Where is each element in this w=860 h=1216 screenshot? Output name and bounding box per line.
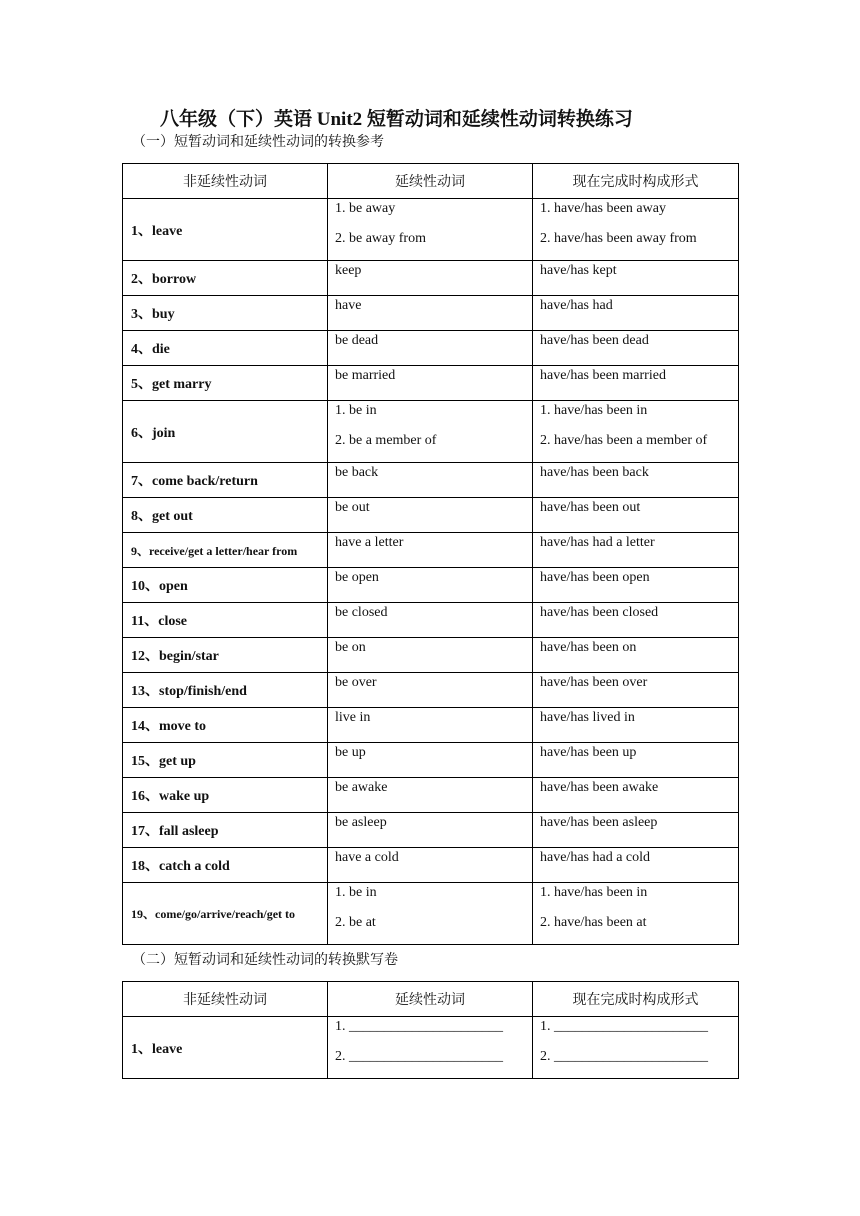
- durative-cell: [328, 401, 533, 463]
- durative-cell: [328, 568, 533, 603]
- table-row: [123, 848, 739, 883]
- perfect-line: 1. have/has been away: [540, 201, 666, 216]
- header-perfect: 现在完成时构成形式: [533, 164, 739, 199]
- durative-line: 1. be away: [335, 201, 396, 216]
- durative-cell: [328, 883, 533, 945]
- durative-line: 2. be away from: [335, 231, 426, 246]
- perfect-cell: [533, 296, 739, 331]
- nondurative-verb-cell: 16、wake up: [123, 778, 328, 813]
- nondurative-verb-cell: 1、leave: [123, 199, 328, 261]
- perfect-line: have/has had: [540, 298, 613, 313]
- nondurative-verb-cell: 14、move to: [123, 708, 328, 743]
- perfect-cell: [533, 603, 739, 638]
- durative-line: be on: [335, 640, 366, 655]
- table-row: [123, 331, 739, 366]
- header-perfect: 现在完成时构成形式: [533, 982, 739, 1017]
- table-row: [123, 199, 739, 261]
- perfect-cell: [533, 331, 739, 366]
- perfect-line: have/has been back: [540, 465, 649, 480]
- nondurative-verb-cell: 13、stop/finish/end: [123, 673, 328, 708]
- perfect-line: have/has kept: [540, 263, 617, 278]
- table-row: [123, 778, 739, 813]
- durative-cell: [328, 673, 533, 708]
- durative-line: have a cold: [335, 850, 399, 865]
- nondurative-verb-cell: 15、get up: [123, 743, 328, 778]
- durative-line: 1. ______________________: [335, 1019, 503, 1034]
- table-row: [123, 638, 739, 673]
- durative-line: 2. be a member of: [335, 433, 437, 448]
- durative-cell: [328, 296, 533, 331]
- nondurative-verb-cell: 2、borrow: [123, 261, 328, 296]
- nondurative-verb-cell: 5、get marry: [123, 366, 328, 401]
- nondurative-verb-cell: 6、join: [123, 401, 328, 463]
- durative-cell: [328, 1017, 533, 1079]
- reference-table: [122, 163, 739, 945]
- dictation-table: [122, 981, 739, 1079]
- perfect-line: have/has had a cold: [540, 850, 651, 865]
- perfect-line: have/has been dead: [540, 333, 649, 348]
- durative-line: 1. be in: [335, 885, 377, 900]
- perfect-cell: [533, 366, 739, 401]
- table-row: [123, 261, 739, 296]
- durative-line: live in: [335, 710, 371, 725]
- table-row: [123, 673, 739, 708]
- nondurative-verb-cell: 11、close: [123, 603, 328, 638]
- perfect-cell: [533, 813, 739, 848]
- perfect-cell: [533, 498, 739, 533]
- table-header-row: [123, 164, 739, 199]
- perfect-line: have/has lived in: [540, 710, 635, 725]
- durative-line: 2. ______________________: [335, 1049, 503, 1064]
- durative-line: be back: [335, 465, 379, 480]
- nondurative-verb-cell: 19、come/go/arrive/reach/get to: [123, 883, 328, 945]
- nondurative-verb-cell: 4、die: [123, 331, 328, 366]
- durative-line: be open: [335, 570, 379, 585]
- perfect-cell: [533, 638, 739, 673]
- table-row: [123, 401, 739, 463]
- durative-line: be asleep: [335, 815, 387, 830]
- durative-cell: [328, 708, 533, 743]
- header-nondurative: 非延续性动词: [123, 982, 328, 1017]
- perfect-cell: [533, 708, 739, 743]
- table-row: [123, 296, 739, 331]
- durative-line: be dead: [335, 333, 379, 348]
- table-row: [123, 533, 739, 568]
- table-row: [123, 568, 739, 603]
- perfect-line: have/has been on: [540, 640, 637, 655]
- table-row: [123, 813, 739, 848]
- perfect-line: 2. ______________________: [540, 1049, 708, 1064]
- table-row: [123, 603, 739, 638]
- perfect-line: have/has been married: [540, 368, 666, 383]
- table-row: [123, 463, 739, 498]
- page-title: 八年级（下）英语 Unit2 短暂动词和延续性动词转换练习: [160, 109, 633, 130]
- durative-cell: [328, 743, 533, 778]
- nondurative-verb-cell: 9、receive/get a letter/hear from: [123, 533, 328, 568]
- perfect-line: 1. have/has been in: [540, 403, 648, 418]
- perfect-line: have/has been over: [540, 675, 648, 690]
- nondurative-verb-cell: 12、begin/star: [123, 638, 328, 673]
- perfect-line: have/has been open: [540, 570, 650, 585]
- perfect-line: have/has been out: [540, 500, 641, 515]
- durative-line: be awake: [335, 780, 388, 795]
- durative-line: keep: [335, 263, 362, 278]
- durative-cell: [328, 366, 533, 401]
- durative-line: be over: [335, 675, 377, 690]
- durative-line: 2. be at: [335, 915, 376, 930]
- table-row: [123, 1017, 739, 1079]
- durative-cell: [328, 603, 533, 638]
- table-row: [123, 883, 739, 945]
- header-durative: 延续性动词: [328, 164, 533, 199]
- durative-cell: [328, 813, 533, 848]
- table-row: [123, 366, 739, 401]
- nondurative-verb-cell: 1、leave: [123, 1017, 328, 1079]
- perfect-cell: [533, 533, 739, 568]
- perfect-line: 2. have/has been a member of: [540, 433, 708, 448]
- durative-line: have: [335, 298, 362, 313]
- durative-line: 1. be in: [335, 403, 377, 418]
- nondurative-verb-cell: 3、buy: [123, 296, 328, 331]
- durative-line: have a letter: [335, 535, 404, 550]
- perfect-line: have/has been asleep: [540, 815, 658, 830]
- perfect-cell: [533, 199, 739, 261]
- nondurative-verb-cell: 8、get out: [123, 498, 328, 533]
- perfect-line: have/has been up: [540, 745, 637, 760]
- table-row: [123, 708, 739, 743]
- durative-line: be out: [335, 500, 370, 515]
- durative-line: be closed: [335, 605, 388, 620]
- perfect-cell: [533, 883, 739, 945]
- section-heading-reference: （一）短暂动词和延续性动词的转换参考: [132, 135, 384, 150]
- nondurative-verb-cell: 10、open: [123, 568, 328, 603]
- table-row: [123, 743, 739, 778]
- perfect-line: 1. have/has been in: [540, 885, 648, 900]
- table-header-row: [123, 982, 739, 1017]
- durative-cell: [328, 533, 533, 568]
- perfect-cell: [533, 743, 739, 778]
- table-row: [123, 498, 739, 533]
- durative-cell: [328, 498, 533, 533]
- perfect-cell: [533, 778, 739, 813]
- header-nondurative: 非延续性动词: [123, 164, 328, 199]
- perfect-cell: [533, 261, 739, 296]
- durative-cell: [328, 778, 533, 813]
- perfect-line: 2. have/has been at: [540, 915, 647, 930]
- durative-cell: [328, 261, 533, 296]
- durative-cell: [328, 199, 533, 261]
- perfect-line: 1. ______________________: [540, 1019, 708, 1034]
- nondurative-verb-cell: 18、catch a cold: [123, 848, 328, 883]
- header-durative: 延续性动词: [328, 982, 533, 1017]
- durative-cell: [328, 331, 533, 366]
- durative-cell: [328, 463, 533, 498]
- durative-line: be married: [335, 368, 396, 383]
- perfect-line: have/has been closed: [540, 605, 659, 620]
- section-heading-dictation: （二）短暂动词和延续性动词的转换默写卷: [132, 953, 398, 968]
- perfect-line: have/has had a letter: [540, 535, 655, 550]
- perfect-cell: [533, 568, 739, 603]
- nondurative-verb-cell: 17、fall asleep: [123, 813, 328, 848]
- perfect-line: 2. have/has been away from: [540, 231, 697, 246]
- perfect-cell: [533, 401, 739, 463]
- durative-cell: [328, 638, 533, 673]
- perfect-cell: [533, 463, 739, 498]
- perfect-cell: [533, 673, 739, 708]
- perfect-cell: [533, 848, 739, 883]
- nondurative-verb-cell: 7、come back/return: [123, 463, 328, 498]
- durative-cell: [328, 848, 533, 883]
- perfect-cell: [533, 1017, 739, 1079]
- perfect-line: have/has been awake: [540, 780, 659, 795]
- durative-line: be up: [335, 745, 366, 760]
